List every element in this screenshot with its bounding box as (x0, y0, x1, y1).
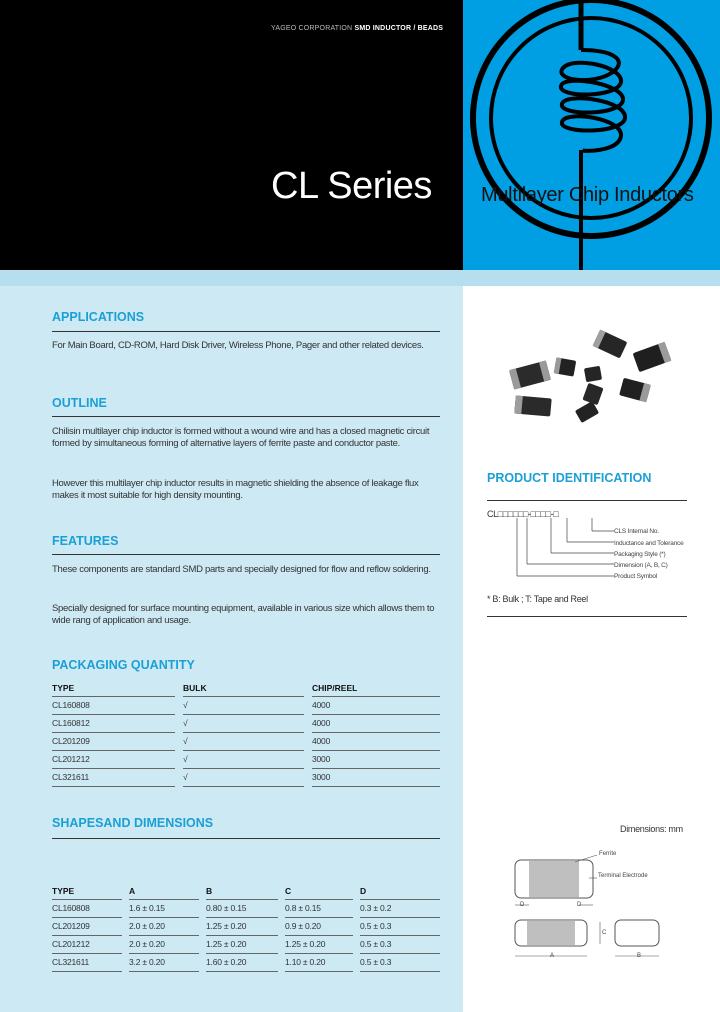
packaging-cell-bulk: √ (183, 732, 304, 750)
product-id-rule (487, 500, 687, 501)
diagram-label-b: B (637, 953, 642, 959)
dimensions-cell-d: 0.5 ± 0.3 (360, 935, 440, 953)
packaging-header-chip-reel: CHIP/REEL (312, 681, 440, 696)
dimensions-cell-c: 0.9 ± 0.20 (285, 917, 353, 935)
dimensions-cell-d: 0.5 ± 0.3 (360, 953, 440, 971)
outline-paragraph-1: Chilisin multilayer chip inductor is formed without a wound wire and has a closed magnetic circuit formed by simultaneous forming of alternative layers of ferrite paste and conductor paste. (52, 426, 430, 449)
diagram-label-terminal: Terminal Electrode (598, 873, 648, 879)
product-id-title: PRODUCT IDENTIFICATION (487, 471, 652, 485)
diagram-label-c: C (602, 930, 607, 936)
table-row (52, 935, 440, 953)
chip-icon (593, 330, 628, 359)
packaging-header-bulk: BULK (183, 681, 304, 696)
legend-dimension: Dimension (A, B, C) (614, 562, 668, 569)
packaging-cell-type: CL201209 (52, 732, 175, 750)
dimensions-cell-b: 1.25 ± 0.20 (206, 935, 278, 953)
packaging-cell-bulk: √ (183, 714, 304, 732)
features-paragraph-2: Specially designed for surface mounting equipment, available in various size which allows them to wide rang of application and usage. (52, 603, 435, 626)
outline-rule (52, 416, 440, 417)
dimensions-cell-a: 1.6 ± 0.15 (129, 899, 199, 917)
chip-icon (554, 357, 576, 376)
dimensions-title: SHAPESAND DIMENSIONS (52, 816, 214, 830)
table-row (52, 732, 440, 750)
legend-packaging-style: Packaging Style (*) (614, 551, 666, 558)
dimensions-cell-a: 2.0 ± 0.20 (129, 917, 199, 935)
chip-icon (619, 378, 651, 403)
dimensions-cell-b: 0.80 ± 0.15 (206, 899, 278, 917)
page-subtitle: Multilayer Chip Inductors (481, 184, 694, 206)
packaging-cell-type: CL201212 (52, 750, 175, 768)
applications-text: For Main Board, CD-ROM, Hard Disk Driver, Wireless Phone, Pager and other related devices. (52, 340, 424, 351)
table-row (52, 714, 440, 732)
dimensions-cell-c: 1.10 ± 0.20 (285, 953, 353, 971)
dimensions-cell-b: 1.60 ± 0.20 (206, 953, 278, 971)
diagram-label-d-right: D (577, 902, 582, 908)
table-row (52, 953, 440, 971)
dimensions-cell-c: 1.25 ± 0.20 (285, 935, 353, 953)
dimensions-cell-type: CL160808 (52, 899, 122, 917)
dimensions-table (52, 884, 440, 972)
product-id-rule-bottom (487, 616, 687, 617)
features-rule (52, 554, 440, 555)
outline-title: OUTLINE (52, 396, 107, 410)
table-row (52, 768, 440, 786)
coil-logo-icon (463, 0, 720, 270)
dimensions-cell-type: CL201209 (52, 917, 122, 935)
dimensions-cell-type: CL321611 (52, 953, 122, 971)
table-row (52, 899, 440, 917)
table-row (52, 696, 440, 714)
packaging-note: * B: Bulk ; T: Tape and Reel (487, 594, 588, 604)
packaging-cell-bulk: √ (183, 750, 304, 768)
dimensions-cell-c: 0.8 ± 0.15 (285, 899, 353, 917)
dimensions-cell-d: 0.5 ± 0.3 (360, 917, 440, 935)
packaging-table (52, 681, 440, 787)
dimensions-header-type: TYPE (52, 884, 122, 899)
packaging-cell-bulk: √ (183, 696, 304, 714)
part-number-leader-lines (487, 518, 614, 584)
dimensions-header-b: B (206, 884, 278, 899)
chip-icon (633, 342, 672, 372)
diagram-label-ferrite: Ferrite (599, 851, 617, 857)
packaging-cell-reel: 4000 (312, 696, 440, 714)
table-row (52, 750, 440, 768)
diagram-label-d-left: D (520, 902, 525, 908)
features-title: FEATURES (52, 534, 119, 548)
packaging-title: PACKAGING QUANTITY (52, 658, 195, 672)
chip-inductors-photo (495, 325, 695, 435)
chip-icon (514, 395, 551, 416)
packaging-cell-type: CL160812 (52, 714, 175, 732)
table-row (52, 917, 440, 935)
packaging-cell-type: CL160808 (52, 696, 175, 714)
applications-rule (52, 331, 440, 332)
dimensions-header-d: D (360, 884, 440, 899)
chip-icon (582, 383, 603, 405)
series-title: CL Series (271, 165, 432, 207)
dimensions-cell-type: CL201212 (52, 935, 122, 953)
chip-dimension-diagram (505, 850, 705, 965)
divider-strip (0, 270, 720, 286)
dimensions-header-c: C (285, 884, 353, 899)
header-logo-panel (463, 0, 720, 270)
legend-internal-no: CLS Internal No. (614, 528, 659, 535)
packaging-cell-type: CL321611 (52, 768, 175, 786)
dimensions-cell-b: 1.25 ± 0.20 (206, 917, 278, 935)
chip-icon (509, 360, 551, 389)
dimensions-cell-d: 0.3 ± 0.2 (360, 899, 440, 917)
legend-inductance: Inductance and Tolerance (614, 540, 684, 547)
chip-icon (584, 366, 602, 383)
dimensions-header-a: A (129, 884, 199, 899)
dimensions-rule (52, 838, 440, 839)
features-paragraph-1: These components are standard SMD parts and specially designed for flow and reflow soldering. (52, 564, 431, 575)
dimensions-unit-note: Dimensions: mm (620, 824, 683, 834)
applications-title: APPLICATIONS (52, 310, 145, 324)
packaging-cell-reel: 3000 (312, 768, 440, 786)
outline-paragraph-2: However this multilayer chip inductor results in magnetic shielding the absence of leakage flux makes it most suitable for high density mounting. (52, 478, 419, 501)
dimensions-cell-a: 2.0 ± 0.20 (129, 935, 199, 953)
packaging-cell-reel: 4000 (312, 714, 440, 732)
legend-product-symbol: Product Symbol (614, 573, 658, 580)
brand-line: YAGEO CORPORATION SMD INDUCTOR / BEADS (271, 25, 444, 32)
diagram-label-a: A (550, 953, 555, 959)
part-number-code: CL□□□□□□-□□□□-□ (487, 509, 559, 519)
dimensions-cell-a: 3.2 ± 0.20 (129, 953, 199, 971)
packaging-header-type: TYPE (52, 681, 175, 696)
packaging-cell-reel: 3000 (312, 750, 440, 768)
packaging-cell-reel: 4000 (312, 732, 440, 750)
packaging-cell-bulk: √ (183, 768, 304, 786)
